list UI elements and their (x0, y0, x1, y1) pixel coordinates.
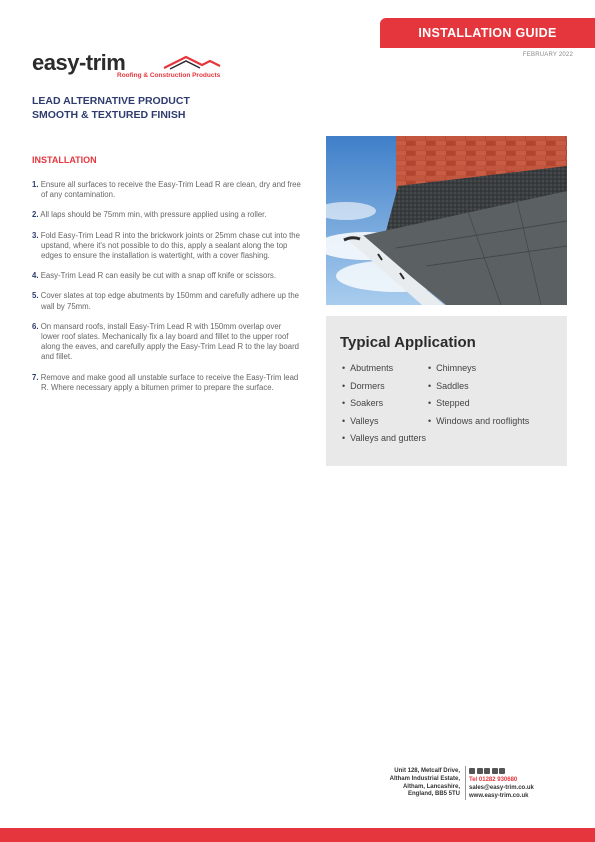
installation-steps (32, 180, 302, 403)
logo-tagline: Roofing & Construction Products (117, 72, 221, 79)
list-item: • Saddles (428, 378, 529, 396)
step-item: 6. On mansard roofs, install Easy-Trim Lead R with 150mm overlap over lower roof slates. Mechanically fix a lay board and fillet to the upper roof along the eaves, and carefully apply the Easy-Trim Lead R to the lay board and fillet. (32, 321, 300, 362)
social-icons (469, 768, 505, 774)
email-link[interactable]: sales@easy-trim.co.uk (469, 784, 534, 791)
step-item: 2. All laps should be 75mm min, with pressure applied using a roller. (32, 210, 267, 220)
instagram-icon[interactable] (469, 768, 475, 774)
contact-details (469, 777, 534, 800)
application-list-right (428, 360, 529, 430)
list-item: • Dormers (342, 378, 426, 396)
typical-application-title: Typical Application (340, 334, 476, 351)
list-item: • Valleys (342, 413, 426, 431)
installation-heading: INSTALLATION (32, 155, 97, 165)
roof-illustration (326, 136, 567, 305)
telephone: Tel 01282 930680 (469, 777, 518, 783)
list-item: • Windows and rooflights (428, 413, 529, 431)
list-item: • Valleys and gutters (342, 430, 426, 448)
step-item: 1. Ensure all surfaces to receive the Easy-Trim Lead R are clean, dry and free of any contamination. (32, 180, 301, 200)
logo-wordmark: easy-trim (32, 50, 126, 75)
step-item: 4. Easy-Trim Lead R can easily be cut with a snap off knife or scissors. (32, 271, 276, 281)
list-item: • Soakers (342, 395, 426, 413)
banner-title: INSTALLATION GUIDE (418, 26, 557, 40)
youtube-icon[interactable] (499, 768, 505, 774)
list-item: • Chimneys (428, 360, 529, 378)
product-title-line2: SMOOTH & TEXTURED FINISH (32, 109, 186, 121)
footer-bar (0, 828, 595, 842)
product-title (32, 94, 332, 122)
step-item: 7. Remove and make good all unstable surface to receive the Easy-Trim lead R. Where necessary apply a bitumen primer to prepare the surface. (32, 372, 299, 392)
list-item: • Abutments (342, 360, 426, 378)
company-address: Unit 128, Metcalf Drive, Altham Industrial Estate, Altham, Lancashire, England, BB5 5TU (389, 768, 460, 798)
easy-trim-logo (32, 50, 232, 90)
footer-divider (465, 766, 466, 800)
website-link[interactable]: www.easy-trim.co.uk (469, 792, 529, 799)
facebook-icon[interactable] (477, 768, 483, 774)
step-item: 3. Fold Easy-Trim Lead R into the brickwork joints or 25mm chase cut into the upstand, where it's not possible to do this, apply a sealant along the top edges to ensure the installation is watertight, with a cover flashing. (32, 230, 300, 261)
list-item: • Stepped (428, 395, 529, 413)
roof-photo (326, 136, 567, 305)
typical-application-panel (326, 316, 567, 466)
linkedin-icon[interactable] (492, 768, 498, 774)
twitter-icon[interactable] (484, 768, 490, 774)
application-list-left (342, 360, 426, 448)
product-title-line1: LEAD ALTERNATIVE PRODUCT (32, 95, 190, 107)
roof-logo-icon (162, 54, 222, 72)
installation-guide-banner (380, 18, 595, 48)
document-date: FEBRUARY 2022 (522, 52, 573, 58)
step-item: 5. Cover slates at top edge abutments by 150mm and carefully adhere up the wall by 75mm. (32, 291, 300, 311)
